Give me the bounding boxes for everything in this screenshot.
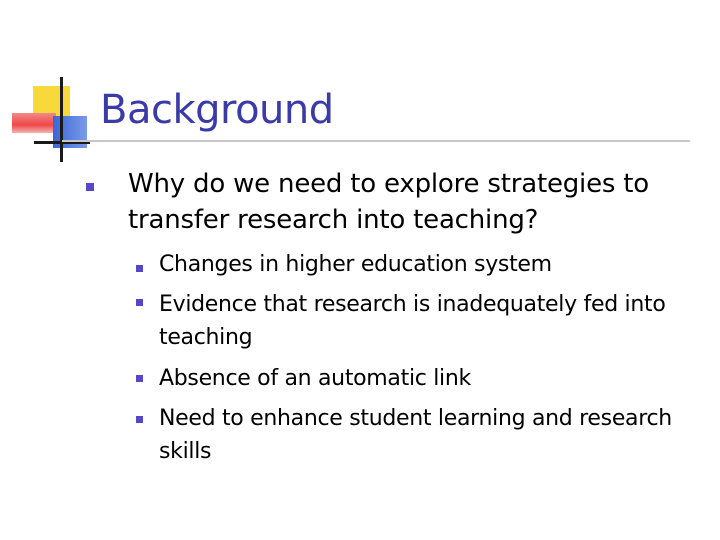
bullet-square-icon [136, 299, 143, 306]
main-bullet-text: Why do we need to explore strategies to transfer research into teaching? [128, 169, 649, 235]
sub-bullet-text: Evidence that research is inadequately fed into teaching [159, 292, 666, 350]
sub-bullet-text: Absence of an automatic link [159, 366, 471, 391]
logo-graphic [0, 0, 100, 170]
bullet-square-icon [136, 416, 143, 423]
bullet-square-icon [136, 375, 143, 382]
title-underline [62, 140, 690, 142]
bullet-square-icon [136, 265, 143, 272]
slide-title: Background [100, 87, 334, 133]
bullet-square-icon [86, 183, 94, 191]
logo-red-bar [12, 113, 56, 133]
sub-bullet-text: Changes in higher education system [159, 252, 552, 277]
sub-bullet-text: Need to enhance student learning and research skills [159, 406, 672, 464]
logo-vertical-line [60, 77, 63, 162]
